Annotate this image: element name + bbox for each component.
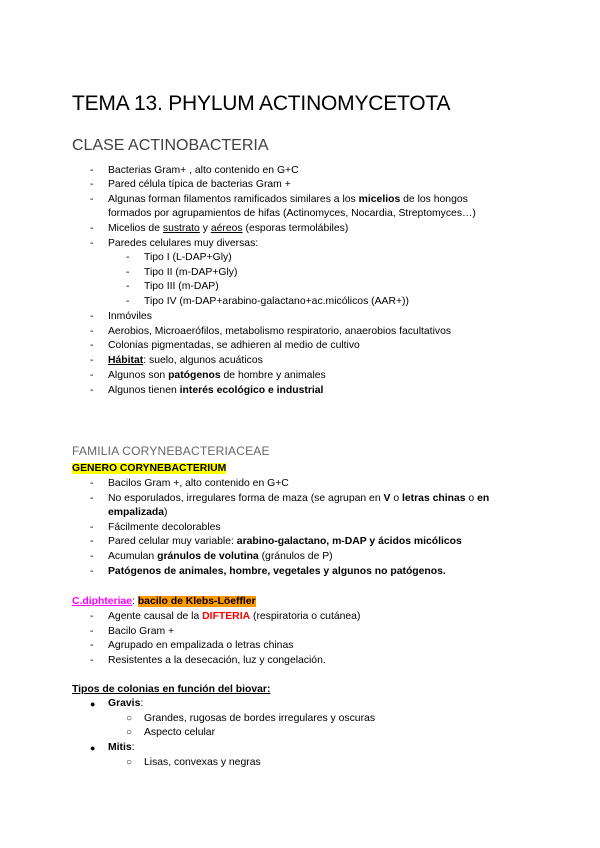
list-item: Algunos son patógenos de hombre y animales — [108, 370, 326, 381]
dash-marker: - — [90, 340, 94, 351]
circle-marker: ○ — [126, 713, 133, 724]
list-item: Pared celular muy variable: arabino-galactano, m-DAP y ácidos micólicos — [108, 536, 462, 547]
genus-heading: GENERO CORYNEBACTERIUM — [72, 463, 227, 474]
dash-marker: - — [126, 267, 130, 278]
dash-marker: - — [126, 252, 130, 263]
dash-marker: - — [90, 551, 94, 562]
dash-marker: - — [90, 640, 94, 651]
list-item: Colonias pigmentadas, se adhieren al medio de cultivo — [108, 340, 360, 351]
list-item-continuation: empalizada) — [108, 507, 168, 518]
list-item: Acumulan gránulos de volutina (gránulos de P) — [108, 551, 333, 562]
list-item: Hábitat: suelo, algunos acuáticos — [108, 355, 263, 366]
dash-marker: - — [126, 296, 130, 307]
dash-marker: - — [90, 655, 94, 666]
dash-marker: - — [90, 165, 94, 176]
list-item: Bacilo Gram + — [108, 626, 175, 637]
dash-marker: - — [90, 370, 94, 381]
bullet-marker: ● — [90, 743, 96, 753]
dash-marker: - — [90, 223, 94, 234]
circle-marker: ○ — [126, 727, 133, 738]
dash-marker: - — [90, 194, 94, 205]
dash-marker: - — [90, 179, 94, 190]
list-item: Agente causal de la DIFTERIA (respiratoria o cutánea) — [108, 611, 361, 622]
list-item: Agrupado en empalizada o letras chinas — [108, 640, 294, 651]
list-item: Bacterias Gram+ , alto contenido en G+C — [108, 165, 299, 176]
list-item: Resistentes a la desecación, luz y congelación. — [108, 655, 326, 666]
page-title: TEMA 13. PHYLUM ACTINOMYCETOTA — [72, 92, 451, 115]
species-heading: C.diphteriae: bacilo de Klebs-Löeffler — [72, 596, 256, 607]
list-item: Micelios de sustrato y aéreos (esporas termolábiles) — [108, 223, 349, 234]
list-item: Pared célula típica de bacterias Gram + — [108, 179, 291, 190]
dash-marker: - — [90, 355, 94, 366]
list-item: Algunas forman filamentos ramificados similares a los micelios de los hongos — [108, 194, 468, 205]
sub-list-item: Lisas, convexas y negras — [144, 757, 261, 768]
list-item: Inmóviles — [108, 311, 152, 322]
family-heading: FAMILIA CORYNEBACTERIACEAE — [72, 444, 270, 458]
dash-marker: - — [90, 626, 94, 637]
dash-marker: - — [90, 536, 94, 547]
dash-marker: - — [90, 611, 94, 622]
bullet-marker: ● — [90, 699, 96, 709]
list-item: Gravis: — [108, 698, 144, 709]
dash-marker: - — [90, 385, 94, 396]
list-item: Paredes celulares muy diversas: — [108, 238, 259, 249]
sub-list-item: Tipo II (m-DAP+Gly) — [144, 267, 238, 278]
circle-marker: ○ — [126, 757, 133, 768]
dash-marker: - — [90, 566, 94, 577]
list-item: Aerobios, Microaerófilos, metabolismo respiratorio, anaerobios facultativos — [108, 326, 452, 337]
list-item-continuation: formados por agrupamientos de hifas (Actinomyces, Nocardia, Streptomyces…) — [108, 208, 476, 219]
list-item: Bacilos Gram +, alto contenido en G+C — [108, 478, 289, 489]
class-heading: CLASE ACTINOBACTERIA — [72, 137, 269, 154]
sub-list-item: Tipo I (L-DAP+Gly) — [144, 252, 232, 263]
dash-marker: - — [90, 493, 94, 504]
list-item: Mitis: — [108, 742, 135, 753]
dash-marker: - — [90, 311, 94, 322]
dash-marker: - — [90, 478, 94, 489]
dash-marker: - — [90, 326, 94, 337]
colonies-heading: Tipos de colonias en función del biovar: — [72, 684, 271, 695]
dash-marker: - — [90, 522, 94, 533]
dash-marker: - — [126, 281, 130, 292]
list-item: Patógenos de animales, hombre, vegetales y algunos no patógenos. — [108, 566, 446, 577]
sub-list-item: Tipo III (m-DAP) — [144, 281, 219, 292]
sub-list-item: Grandes, rugosas de bordes irregulares y oscuras — [144, 713, 376, 724]
sub-list-item: Tipo IV (m-DAP+arabino-galactano+ac.micólicos (AAR+)) — [144, 296, 409, 307]
list-item: Fácilmente decolorables — [108, 522, 221, 533]
sub-list-item: Aspecto celular — [144, 727, 216, 738]
list-item: No esporulados, irregulares forma de maza (se agrupan en V o letras chinas o en — [108, 493, 490, 504]
dash-marker: - — [90, 238, 94, 249]
list-item: Algunos tienen interés ecológico e industrial — [108, 385, 324, 396]
